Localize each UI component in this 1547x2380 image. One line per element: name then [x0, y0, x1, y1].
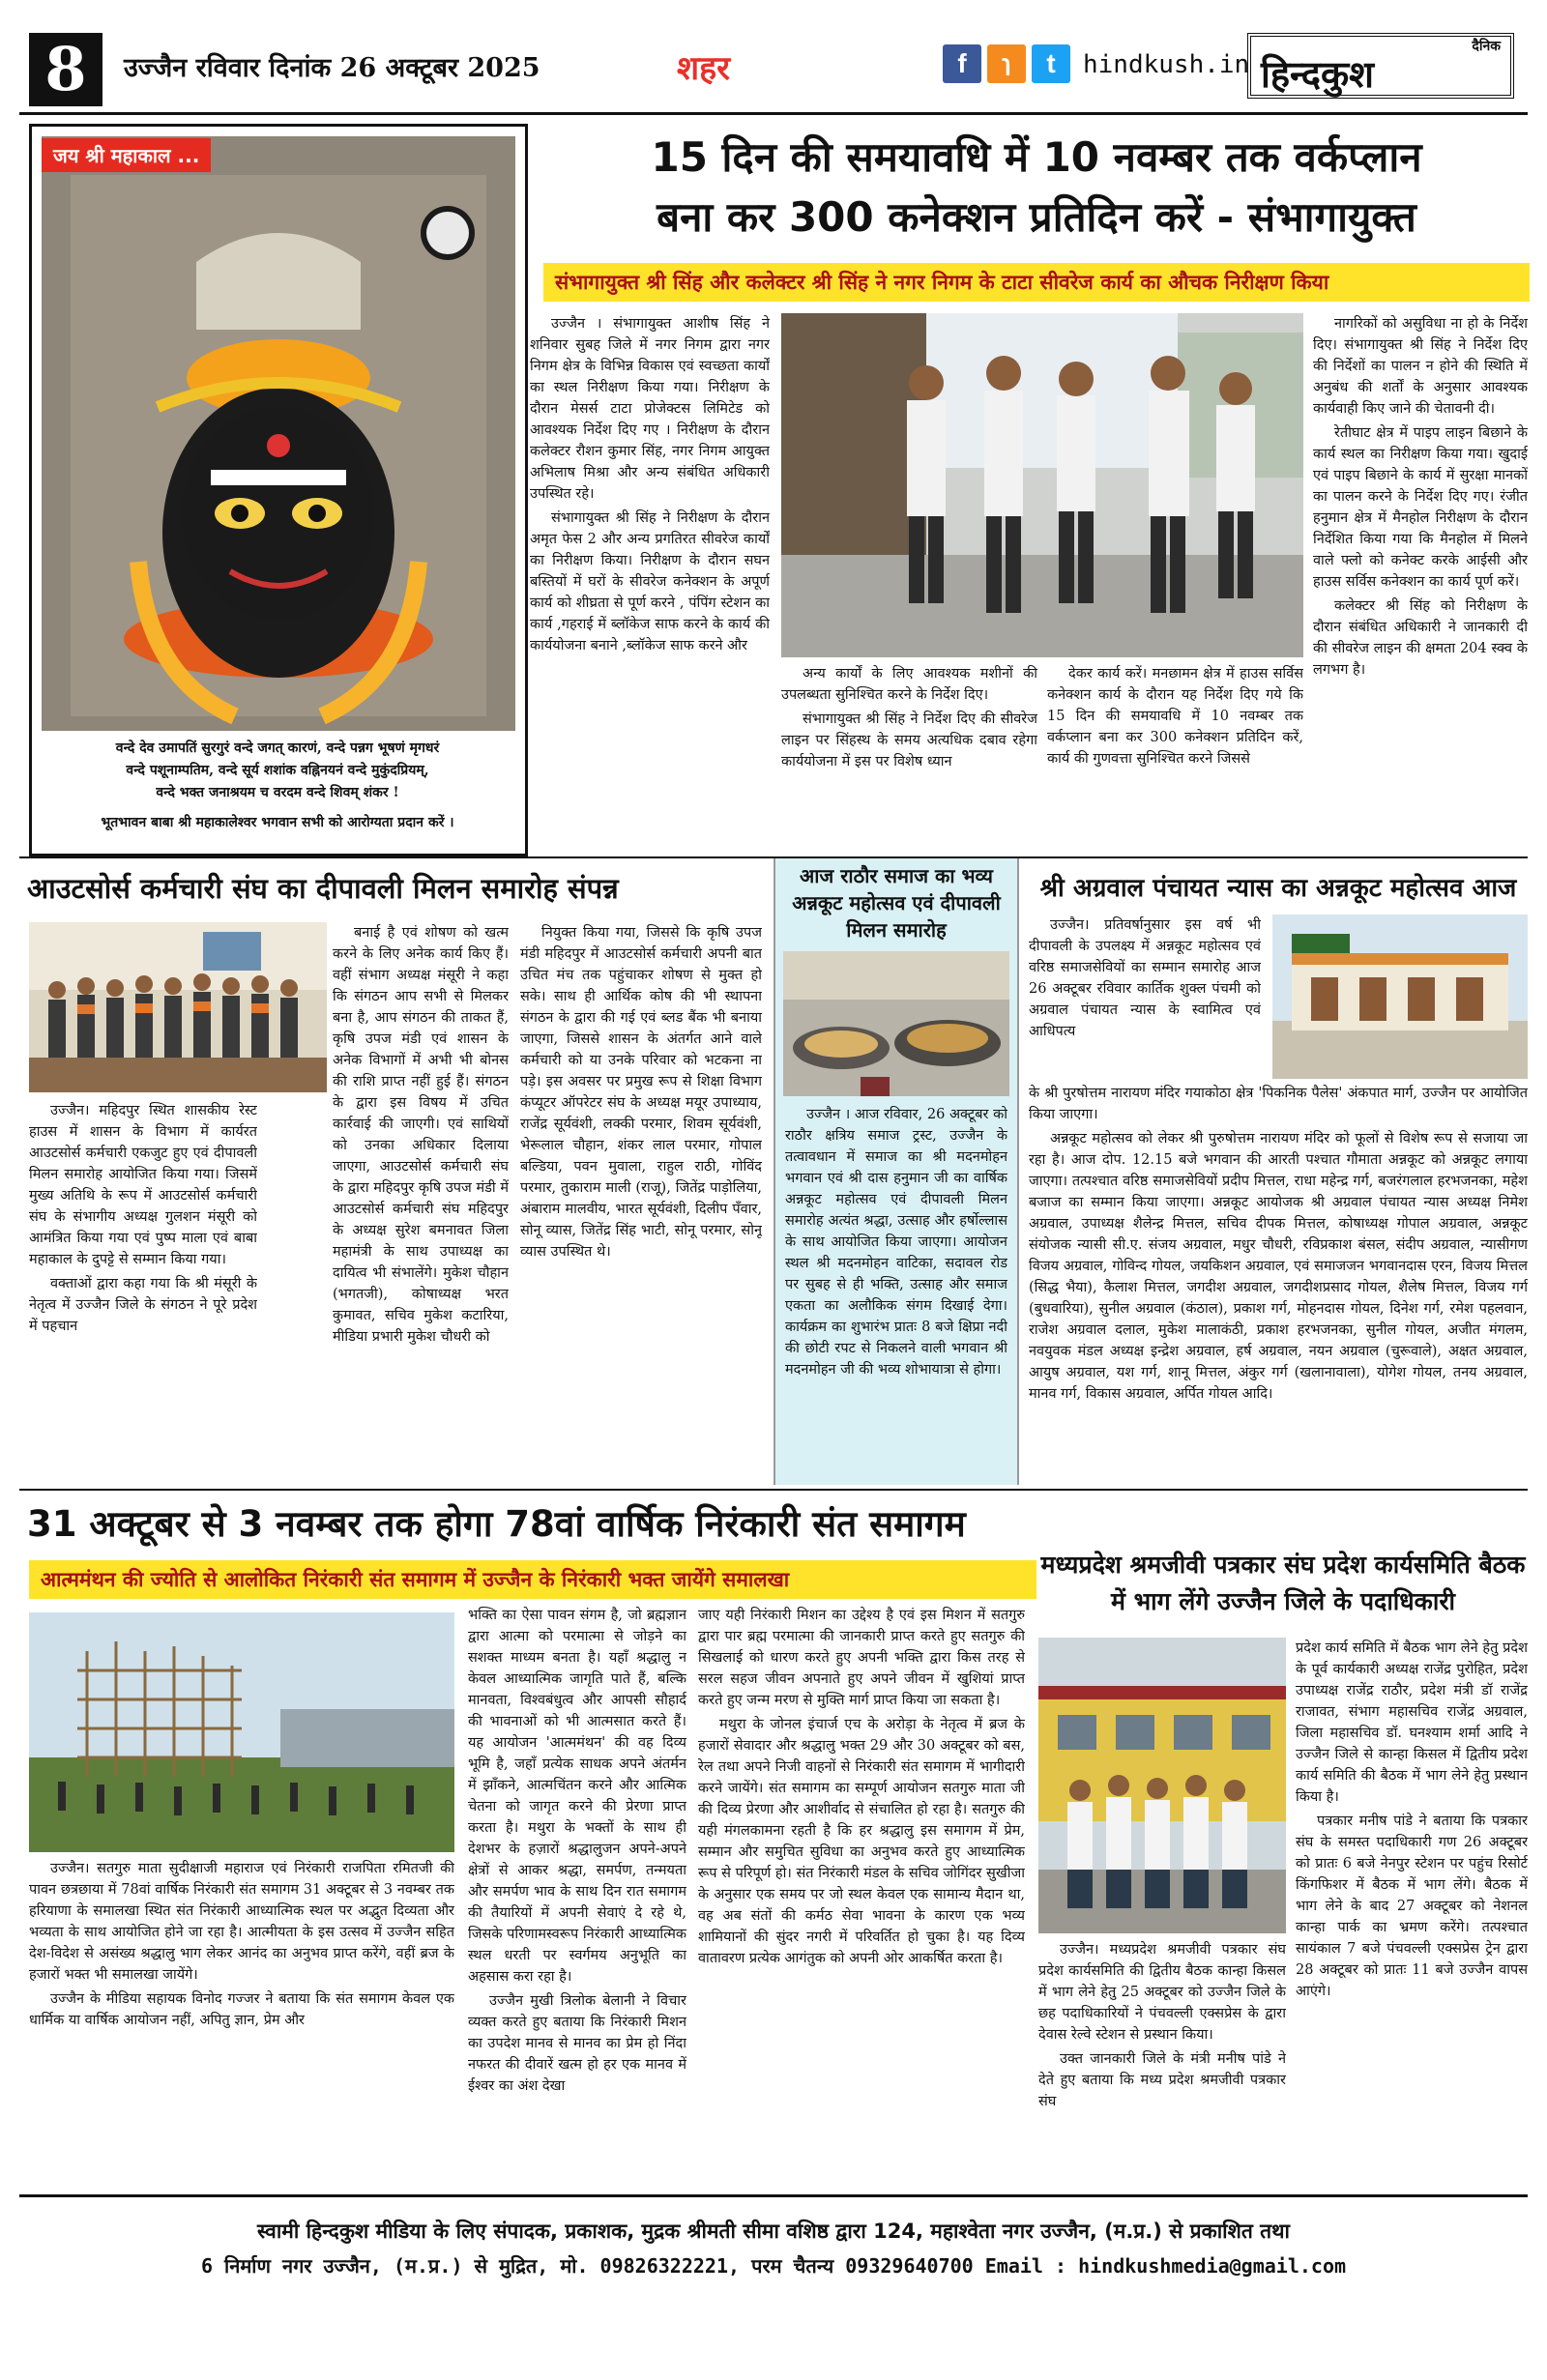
rathore-box: [774, 858, 1019, 1485]
lead-col4-para: नागरिकों को असुविधा ना हो के निर्देश दिए। संभागायुक्त श्री सिंह ने निर्देश दिए की निर्देशों का पालन न होने की स्थिति में अनुबंध की शर्तों के अनुसार आवश्यक कार्यवाही किए जाने की चेतावनी दी।: [1313, 316, 1528, 417]
lead-col4-para: रेतीघाट क्षेत्र में पाइप लाइन बिछाने के कार्य स्थल का निरीक्षण किया गया। खुदाई एवं पाइप बिछाने के कार्य में सुरक्षा मानकों का पालन करने के निर्देश दिए गए। रंजीत हनुमान क्षेत्र में मैनहोल निरीक्षण के दौरान निर्देशित किया गया कि मैनहोल में मिलने वाले फ्लो को कनेक्ट करके आईसी और हाउस सर्विस कनेक्शन का कार्य पूर्ण करें।: [1313, 425, 1528, 590]
darshan-caption-2: वन्दे पशूनाम्पतिम, वन्दे सूर्य शशांक वह्निनयनं वन्दे मुकुंदप्रियम्,: [126, 763, 429, 778]
section-rule: [19, 1489, 1528, 1491]
nirankari-col3-para: जाए यही निरंकारी मिशन का उद्देश्य है एवं इस मिशन में सतगुरु द्वारा पार ब्रह्म परमात्मा की जानकारी प्राप्त करते हुए सतगुरु की सिखलाई को धारण करते हुए अपनी भक्ति द्वारा किस तरह से सरल सहज जीवन अपनाते हुए अपने जीवन में खुशियां प्राप्त करते हुए जन्म मरण से मुक्ति मार्ग प्राप्त किया जा सकता है।: [698, 1608, 1025, 1708]
agrawal-body-para: के श्री पुरषोत्तम नारायण मंदिर गयाकोठा क्षेत्र 'पिकनिक पैलेस' अंकपात मार्ग, उज्जैन पर आयोजित किया जाएगा।: [1029, 1086, 1528, 1122]
inspection-illustration: [781, 313, 1303, 657]
patrakar-col-side: [1296, 1638, 1528, 2181]
nirankari-col2-para: उज्जैन मुखी त्रिलोक बेलानी ने विचार व्यक्त करते हुए बताया कि निरंकारी मिशन का उपदेश मानव से मानव का प्रेम हो निंदा नफरत की दीवारें खत्म हो हर एक मानव में ईश्वर का अंश देखा: [468, 1993, 686, 2094]
nirankari-col-3: [698, 1605, 1025, 2181]
nirankari-col1-para: उज्जैन। सतगुरु माता सुदीक्षाजी महाराज एवं निरंकारी राजपिता रमितजी की पावन छत्रछाया में 78वां वार्षिक निरंकारी संत समागम 31 अक्टूबर से 3 नवम्बर तक हरियाणा के समालखा स्थित संत निरंकारी आध्यात्मिक स्थल पर अद्भुत दिव्यता और भव्यता के साथ आयोजित होने जा रहा है। आत्मीयता के इस उत्सव में उज्जैन सहित देश-विदेश से असंख्य श्रद्धालु भाग लेकर आनंद का अनुभव प्राप्त करेंगे, वहीं ब्रज के हजारों भक्त भी समालखा जायेंगे।: [29, 1861, 454, 1983]
nirankari-subhead: आत्ममंथन की ज्योति से आलोकित निरंकारी संत समागम में उज्जैन के निरंकारी भक्त जायेंगे समालखा: [29, 1560, 1036, 1599]
lead-col1-para: संभागायुक्त श्री सिंह ने निरीक्षण के दौरान अमृत फेस 2 और अन्य प्रगतिरत सीवरेज कार्यों का निरीक्षण किया। निरीक्षण के दौरान सघन बस्तियों में घरों के सीवरेज कनेक्शन के अपूर्ण कार्य को शीघ्रता से पूर्ण करने , पंपिंग स्टेशन का कार्य ,गहराई में ब्लॉकेज साफ करने के कार्य की कार्ययोजना बनाने ,ब्लॉकेज साफ करने और: [530, 510, 770, 653]
nirankari-col-2: [468, 1605, 686, 2181]
outsource-col-3: [520, 922, 762, 1481]
agrawal-photo: [1272, 914, 1528, 1079]
rathore-photo: [783, 951, 1009, 1096]
outsource-headline: आउटसोर्स कर्मचारी संघ का दीपावली मिलन समारोह संपन्न: [27, 872, 619, 905]
logo-main-text: हिन्दकुश: [1261, 52, 1374, 96]
website-link[interactable]: hindkush.in: [1083, 50, 1250, 79]
rss-icon[interactable]: ɿ: [987, 44, 1026, 83]
agrawal-top-para: उज्जैन। प्रतिवर्षानुसार इस वर्ष भी दीपावली के उपलक्ष्य में अन्नकूट महोत्सव एवं वरिष्ठ समाजसेवियों का सम्मान समारोह आज 26 अक्टूबर रविवार कार्तिक शुक्ल पंचमी को अग्रवाल पंचायत न्यास के स्वामित्व एवं आधिपत्य: [1029, 917, 1261, 1039]
darshan-caption-4: भूतभावन बाबा श्री महाकालेश्वर भगवान सभी को आरोग्यता प्रदान करें ।: [101, 815, 454, 830]
nirankari-col1-para: उज्जैन के मीडिया सहायक विनोद गज्जर ने बताया कि संत समागम केवल एक धार्मिक या वार्षिक आयोजन नहीं, अपितु ज्ञान, प्रेम और: [29, 1991, 454, 2028]
outsource-col1-para: उज्जैन। महिदपुर स्थित शासकीय रेस्ट हाउस में शासन के विभाग में कार्यरत आउटसोर्स कर्मचारी एकजुट हुए एवं दीपावली मिलन समारोह आयोजित किया गया। जिसमें मुख्य अतिथि के रूप में आउटसोर्स कर्मचारी संघ के संभागीय अध्यक्ष गुलशन मंसूरी को आमंत्रित किया गया एवं पुष्प माला एवं बाबा महाकाल के दुपट्टे से सम्मान किया गया।: [29, 1103, 257, 1267]
twitter-icon[interactable]: t: [1032, 44, 1070, 83]
lead-subhead: संभागायुक्त श्री सिंह और कलेक्टर श्री सिंह ने नगर निगम के टाटा सीवरेज कार्य का औचक निरीक्षण किया: [543, 263, 1530, 302]
darshan-caption-1: वन्दे देव उमापतिं सुरगुरं वन्दे जगत् कारणं, वन्दे पन्नग भूषणं मृगधरं: [115, 740, 440, 756]
patrakar-illustration: [1038, 1638, 1286, 1933]
imprint-line-1: स्वामी हिन्दकुश मीडिया के लिए संपादक, प्रकाशक, मुद्रक श्रीमती सीमा वशिष्ठ द्वारा 124, महाश्वेता नगर उज्जैन, (म.प्र.) से प्रकाशित तथा: [257, 2220, 1290, 2243]
agrawal-headline: श्री अग्रवाल पंचायत न्यास का अन्नकूट महोत्सव आज: [1039, 874, 1517, 903]
nirankari-col3-para: मथुरा के जोनल इंचार्ज एच के अरोड़ा के नेतृत्व में ब्रज के हजारों सेवादार और श्रद्धालु भक्त 29 और 30 अक्टूबर को बस, रेल तथा अपने निजी वाहनों से निरंकारी संत समागम में भागीदारी करने जायेंगे। संत समागम का सम्पूर्ण आयोजन सतगुरु माता जी की दिव्य प्रेरणा और आशीर्वाद से संचालित हो रहा है। सतगुरु की यही मंगलकामना रहती है कि हर श्रद्धालु इस समागम में प्रेम, सम्मान और समुचित सुविधा का अनुभव करते हुए आध्यात्मिक रूप से परिपूर्ण हो। संत निरंकारी मंडल के सचिव जोगिंदर सुखीजा के अनुसार एक समय पर जो स्थल केवल एक सामान्य मैदान था, वह अब संतों की कर्मठ सेवा भावना के कारण एक भव्य शामियानों की सुंदर नगरी में परिवर्तित हो चुका है। यह दिव्य वातावरण प्रत्येक आगंतुक को अपनी ओर आकर्षित करता है।: [698, 1717, 1025, 1966]
logo-small-text: दैनिक: [1472, 39, 1501, 54]
lead-col3-para: देकर कार्य करें। मनछामन क्षेत्र में हाउस सर्विस कनेक्शन कार्य के दौरान यह निर्देश दिए गये कि 15 दिन की समयावधि में 10 नवम्बर तक वर्कप्लान बना कर 300 कनेक्शन प्रतिदिन करें, कार्य की गुणवत्ता सुनिश्चित करने जिससे: [1047, 666, 1303, 767]
darshan-box: [29, 124, 528, 856]
footer-rule: [19, 2194, 1528, 2197]
lead-col-3: [1047, 663, 1303, 851]
rathore-illustration: [783, 951, 1009, 1096]
lead-headline-1: 15 दिन की समयावधि में 10 नवम्बर तक वर्कप्लान: [651, 133, 1422, 181]
patrakar-headline: मध्यप्रदेश श्रमजीवी पत्रकार संघ प्रदेश कार्यसमिति बैठक में भाग लेंगे उज्जैन जिले के पदाधिकारी: [1040, 1551, 1526, 1615]
nirankari-headline: 31 अक्टूबर से 3 नवम्बर तक होगा 78वां वार्षिक निरंकारी संत समागम: [27, 1503, 966, 1545]
lead-col1-para: उज्जैन । संभागायुक्त आशीष सिंह ने शनिवार सुबह जिले में नगर निगम द्वारा नगर निगम क्षेत्र के विभिन्न विकास एवं स्वच्छता कार्यों का स्थल निरीक्षण किया गया। निरीक्षण के दौरान मेसर्स टाटा प्रोजेक्टस लिमिटेड को आवश्यक निर्देश दिए गए । निरीक्षण के दौरान कलेक्टर रौशन कुमार सिंह, नगर निगम आयुक्त अभिलाष मिश्रा और अन्य संबंधित अधिकारी उपस्थित रहे।: [530, 316, 770, 502]
lead-col-4: [1313, 313, 1528, 851]
patrakar-side-para: प्रदेश कार्य समिति में बैठक भाग लेने हेतु प्रदेश के पूर्व कार्यकारी अध्यक्ष राजेंद्र पुरोहित, प्रदेश उपाध्यक्ष राजेंद्र राठौर, प्रदेश मंत्री डॉ राजेंद्र राजावत, संभाग महासचिव राजेंद्र अग्रवाल, जिला महासचिव डॉ. घनश्याम शर्मा आदि ने उज्जैन जिले से कान्हा किसल में द्वितीय प्रदेश कार्य समिति की बैठक में भाग लेने हेतु प्रस्थान किया है।: [1296, 1640, 1528, 1805]
outsource-col3-para: नियुक्त किया गया, जिससे कि कृषि उपज मंडी महिदपुर में आउटसोर्स कर्मचारी अपनी बात उचित मंच तक पहुंचाकर शोषण से मुक्त हो सके। साथ ही आर्थिक कोष की भी स्थापना संगठन के द्वारा की गई एवं ब्लड बैंक भी बनाया जाएगा, जिससे शासन के अंतर्गत आने वाले कर्मचारी को या उनके परिवार को भटकना ना पड़े। इस अवसर पर प्रमुख रूप से शिक्षा विभाग कंप्यूटर ऑपरेटर संघ के अध्यक्ष मयूर उपाध्याय, राजेंद्र सूर्यवंशी, लक्की परमार, शिवम सूर्यवंशी, भेरूलाल चौहान, शंकर लाल परमार, गोपाल बल्डिया, पवन मुवाला, राहुल राठी, गोविंद परमार, तुकाराम माली (राजू), जितेंद्र पाड़ोलिया, अंबाराम मालवीय, भारत सूर्यवंशी, दिलीप पँवार, सोनू व्यास, जितेंद्र सिंह भाटी, सोनू परमार, सोनू व्यास उपस्थित थे।: [520, 925, 762, 1260]
outsource-col-1: [29, 1100, 257, 1481]
rathore-headline: आज राठौर समाज का भव्य अन्नकूट महोत्सव एवं दीपावली मिलन समारोह: [792, 864, 1001, 942]
mahakal-illustration: [42, 136, 515, 731]
outsource-col-2: [277, 922, 509, 1481]
patrakar-photo: [1038, 1638, 1286, 1933]
agrawal-body: [1029, 1083, 1528, 1483]
lead-col2-para: संभागायुक्त श्री सिंह ने निर्देश दिए की सीवरेज लाइन पर सिंहस्थ के समय अत्यधिक दबाव रहेगा कार्ययोजना में इस पर विशेष ध्यान: [781, 711, 1037, 769]
outsource-col2-para: बनाई है एवं शोषण को खत्म करने के लिए अनेक कार्य किए हैं। वहीं संभाग अध्यक्ष मंसूरी ने कहा कि संगठन आप सभी से मिलकर बना है, आप संगठन की ताकत हैं, कृषि उपज मंडी एवं शासन के अनेक विभागों में अभी भी बोनस की राशि प्राप्त नहीं हुई हैं। संगठन के द्वारा इस विषय में उचित कार्रवाई की जाएगी। एवं साथियों को उनका अधिकार दिलाया जाएगा, आउटसोर्स कर्मचारी संघ के द्वारा महिदपुर कृषि उपज मंडी में आउटसोर्स कर्मचारी संघ महिदपुर के अध्यक्ष सुरेश बमनावत जिला महामंत्री के साथ उपाध्यक्ष का दायित्व भी संभालेंगे। मुकेश चौहान (भगतजी), कोषाध्यक्ष भरत कुमावत, सचिव मुकेश कटारिया, मीडिया प्रभारी मुकेश चौधरी को: [333, 925, 509, 1345]
patrakar-bottom-para: उज्जैन। मध्यप्रदेश श्रमजीवी पत्रकार संघ प्रदेश कार्यसमिति की द्वितीय बैठक कान्हा किसल में भाग लेने हेतु 25 अक्टूबर को उज्जैन जिले के छह पदाधिकारियों ने पंचवल्ली एक्सप्रेस के द्वारा देवास रेल्वे स्टेशन से प्रस्थान किया।: [1038, 1942, 1286, 2043]
lead-headline-2: बना कर 300 कनेक्शन प्रतिदिन करें - संभागायुक्त: [657, 193, 1416, 241]
dateline: उज्जैन रविवार दिनांक 26 अक्टूबर 2025: [124, 53, 540, 83]
agrawal-illustration: [1272, 914, 1528, 1079]
nirankari-illustration: [29, 1612, 454, 1852]
darshan-tag: जय श्री महाकाल ...: [42, 138, 211, 172]
lead-col4-para: कलेक्टर श्री सिंह को निरीक्षण के दौरान संबंधित अधिकारी ने जानकारी दी की सीवरेज लाइन की क्षमता 204 स्क्व के लगभग है।: [1313, 598, 1528, 678]
rathore-text: [785, 1104, 1007, 1477]
agrawal-col-top: [1029, 914, 1261, 1079]
outsource-col1-para: वक्ताओं द्वारा कहा गया कि श्री मंसूरी के नेतृत्व में उज्जैन जिले के संगठन ने पूरे प्रदेश में पहचान: [29, 1276, 257, 1334]
darshan-caption-3: वन्दे भक्त जनाश्रयम च वरदम वन्दे शिवम् शंकर !: [156, 785, 399, 800]
nirankari-col2-para: भक्ति का ऐसा पावन संगम है, जो ब्रह्मज्ञान द्वारा आत्मा को परमात्मा से जोड़ने का सशक्त माध्यम बनता है। यहाँ श्रद्धालु न केवल आध्यात्मिक जागृति पाते हैं, बल्कि मानवता, विश्वबंधुत्व और आपसी सौहार्द की भावनाओं को भी आत्मसात करते हैं। यह आयोजन 'आत्ममंथन' की वह दिव्य भूमि है, जहाँ प्रत्येक साधक अपने अंतर्मन में झाँकने, आत्मचिंतन करने और आत्मिक चेतना को जागृत करने की प्रेरणा प्राप्त करता है। मथुरा के भक्तों के साथ ही देशभर के हज़ारों श्रद्धालुजन अपने-अपने क्षेत्रों से आकर श्रद्धा, समर्पण, तन्मयता और समर्पण भाव के साथ दिन रात समागम की तैयारियों में अपनी सेवाएं दे रहे थे, जिसके परिणामस्वरूप निरंकारी आध्यात्मिक स्थल धरती पर स्वर्गमय अनुभूति का अहसास करा रहा है।: [468, 1608, 686, 1985]
lead-col2-para: अन्य कार्यों के लिए आवश्यक मशीनों की उपलब्धता सुनिश्चित करने के निर्देश दिए।: [781, 666, 1037, 703]
lead-col-2: [781, 663, 1037, 851]
page-number: 8: [29, 33, 102, 106]
section-title: शहर: [677, 49, 731, 88]
header-rule: [19, 112, 1528, 115]
inspection-photo: [781, 313, 1303, 657]
imprint-line-2: 6 निर्माण नगर उज्जैन, (म.प्र.) से मुद्रित, मो. 09826322221, परम चैतन्य 09329640700 Email : hindkushmedia@gmail.com: [200, 2254, 1347, 2278]
masthead-logo: [1247, 33, 1514, 99]
patrakar-side-para: पत्रकार मनीष पांडे ने बताया कि पत्रकार संघ के समस्त पदाधिकारी गण 26 अक्टूबर को प्रातः 6 बजे नेनपुर स्टेशन पर पहुंच रिसोर्ट किंगफिशर में बैठक में भाग लेंगे। बैठक में भाग लेने के बाद 27 अक्टूबर को नेशनल कान्हा पार्क का भ्रमण करेंगे। तत्पश्चात सायंकाल 7 बजे पंचवल्ली एक्सप्रेस ट्रेन द्वारा 28 अक्टूबर को प्रातः 11 बजे उज्जैन वापस आएंगे।: [1296, 1814, 1528, 1999]
agrawal-body-para: अन्नकूट महोत्सव को लेकर श्री पुरुषोत्तम नारायण मंदिर को फूलों से विशेष रूप से सजाया जा रहा है। आज दोप. 12.15 बजे भगवान की आरती पश्चात गौमाता अन्नकूट को अन्नकूट लगाया जाएगा। तत्पश्चात वरिष्ठ समाजसेवियों प्रदीप मित्तल, राधा महेन्द्र गर्ग, बजरंगलाल हरभजनका, महेश बजाज का सम्मान किया जाएगा। अन्नकूट आयोजक श्री अग्रवाल पंचायत न्यास अध्यक्ष निमेश अग्रवाल, उपाध्यक्ष शैलेन्द्र मित्तल, सचिव दीपक मित्तल, कोषाध्यक्ष गोपाल अग्रवाल, अन्नकूट संयोजक न्यासी सी.ए. संजय अग्रवाल, मधुर चौधरी, रविप्रकाश बंसल, संदीप अग्रवाल, न्यासीगण विजय अग्रवाल, गोविन्द गोयल, जयकिशन अग्रवाल, एवं समाजजन भगवानदास एरन, विजय मित्तल (सिद्ध भैया), कैलाश मित्तल, जगदीश अग्रवाल, जगदीशप्रसाद गोयल, शैलेष मित्तल, विजय गर्ग (बुधवारिया), सुनील अग्रवाल (कंठाल), प्रकाश गर्ग, मोहनदास गोयल, दिनेश गर्ग, रमेश पहलवान, राजेश अग्रवाल दलाल, मुकेश मालाकंठी, प्रकाश हरभजनका, सुनील गोयल, अजीत मंगलम, नवयुवक मंडल अध्यक्ष इन्द्रेश अग्रवाल, हर्ष अग्रवाल, नयन अग्रवाल (चुरूवाले), अक्षत अग्रवाल, आयुष अग्रवाल, यश गर्ग, शानू मित्तल, अंकुर गर्ग (खलानावाला), योगेश गोयल, तनय अग्रवाल, मानव गर्ग, विकास अग्रवाल, अर्पित गोयल आदि।: [1029, 1131, 1528, 1402]
mahakal-photo: [42, 136, 515, 731]
patrakar-col-bottom: [1038, 1939, 1286, 2181]
patrakar-bottom-para: उक्त जानकारी जिले के मंत्री मनीष पांडे ने देते हुए बताया कि मध्य प्रदेश श्रमजीवी पत्रकार संघ: [1038, 2051, 1286, 2109]
rathore-para: उज्जैन । आज रविवार, 26 अक्टूबर को राठौर क्षत्रिय समाज ट्रस्ट, उज्जैन के तत्वावधान में समाज का श्री मदनमोहन भगवान एवं श्री दास हनुमान जी का वार्षिक अन्नकूट महोत्सव एवं दीपावली मिलन समारोह अत्यंत श्रद्धा, उत्साह और हर्षोल्लास के साथ आयोजित किया जाएगा। आयोजन स्थल श्री मदनमोहन वाटिका, सदावल रोड पर सुबह से ही भक्ति, उत्साह और समाज एकता का अलौकिक संगम दिखाई देगा। कार्यक्रम का शुभारंभ प्रातः 8 बजे क्षिप्रा नदी की छोटी रपट से निकलने वाली भगवान श्री मदनमोहन जी की भव्य शोभायात्रा से होगा।: [785, 1107, 1007, 1378]
nirankari-photo: [29, 1612, 454, 1852]
nirankari-col-1: [29, 1858, 454, 2181]
facebook-icon[interactable]: f: [943, 44, 981, 83]
lead-col-1: [530, 313, 770, 851]
